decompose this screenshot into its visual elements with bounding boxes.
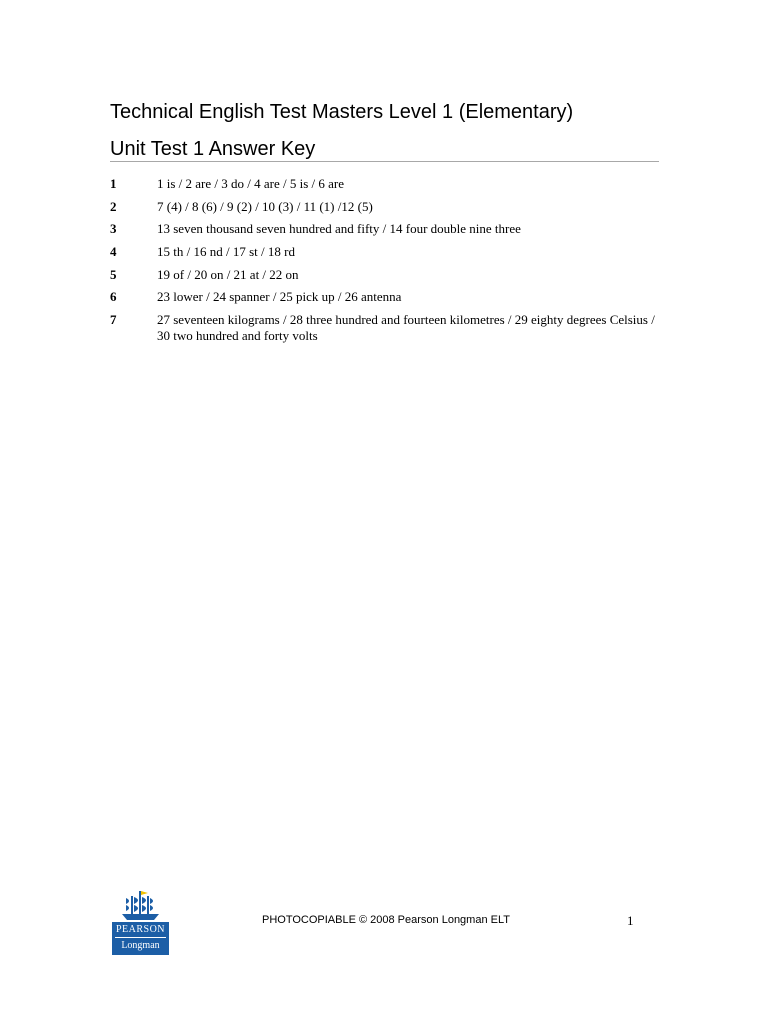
answer-text: 13 seven thousand seven hundred and fifty / 14 four double nine three bbox=[157, 221, 521, 237]
ship-logo-icon bbox=[112, 890, 169, 922]
answer-text: 23 lower / 24 spanner / 25 pick up / 26 antenna bbox=[157, 289, 402, 305]
document-subtitle: Unit Test 1 Answer Key bbox=[110, 138, 316, 160]
answer-number: 3 bbox=[110, 221, 117, 237]
answer-list bbox=[110, 176, 670, 351]
page-number: 1 bbox=[627, 913, 634, 928]
document-title: Technical English Test Masters Level 1 (Elementary) bbox=[110, 101, 574, 123]
title-divider bbox=[110, 161, 659, 162]
footer-copyright: PHOTOCOPIABLE © 2008 Pearson Longman ELT bbox=[262, 914, 510, 926]
answer-item bbox=[110, 221, 670, 237]
logo-box bbox=[112, 922, 169, 955]
answer-number: 4 bbox=[110, 244, 117, 260]
logo-imprint: Longman bbox=[121, 940, 160, 951]
answer-number: 5 bbox=[110, 266, 117, 282]
answer-number: 1 bbox=[110, 176, 117, 191]
logo-divider bbox=[115, 937, 166, 938]
answer-item bbox=[110, 199, 670, 215]
answer-item bbox=[110, 289, 670, 305]
pearson-longman-logo bbox=[112, 890, 169, 955]
answer-number: 6 bbox=[110, 289, 117, 305]
answer-item bbox=[110, 176, 670, 192]
answer-item bbox=[110, 244, 670, 260]
answer-text: 1 is / 2 are / 3 do / 4 are / 5 is / 6 are bbox=[157, 176, 345, 191]
answer-number: 2 bbox=[110, 198, 117, 214]
answer-item bbox=[110, 312, 670, 344]
answer-item bbox=[110, 267, 670, 283]
answer-text: 27 seventeen kilograms / 28 three hundred and fourteen kilometres / 29 eighty degrees Celsius / 30 two hundred and forty volts bbox=[157, 312, 655, 344]
answer-text: 7 (4) / 8 (6) / 9 (2) / 10 (3) / 11 (1) /12 (5) bbox=[157, 198, 373, 214]
logo-brand: PEARSON bbox=[115, 924, 166, 935]
answer-number: 7 bbox=[110, 312, 117, 328]
answer-text: 15 th / 16 nd / 17 st / 18 rd bbox=[157, 244, 295, 260]
answer-text: 19 of / 20 on / 21 at / 22 on bbox=[157, 266, 299, 282]
